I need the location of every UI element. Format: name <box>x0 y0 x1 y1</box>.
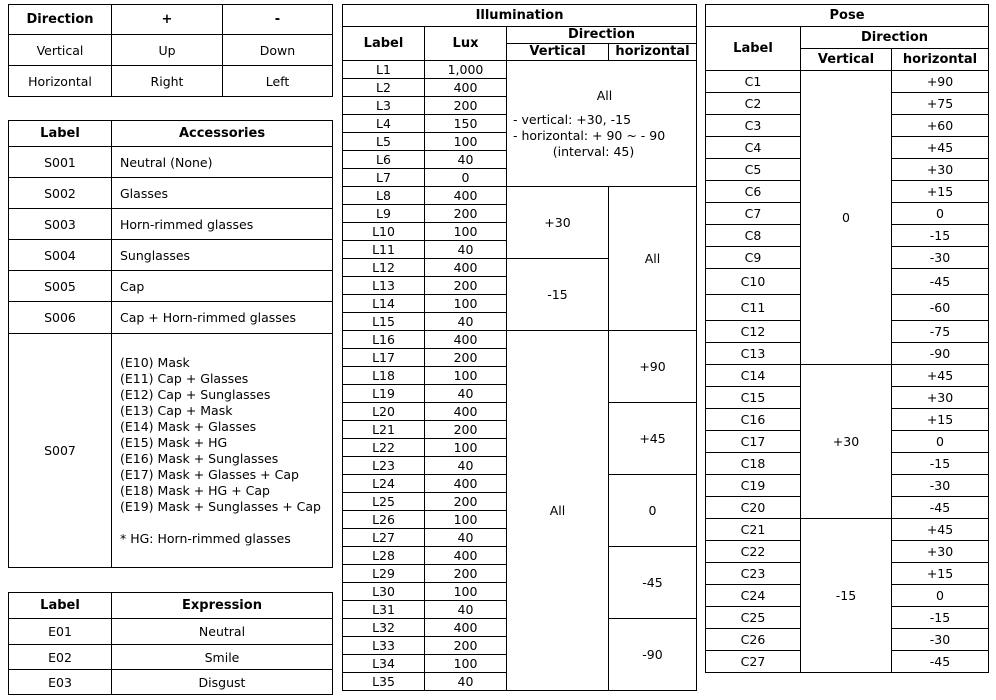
pose-horizontal: -30 <box>892 247 989 269</box>
illumination-direction-note: - vertical: +30, -15 - horizontal: + 90 ~ - 90 (interval: 45) <box>513 111 666 159</box>
illumination-label: L31 <box>343 601 425 619</box>
expression-name: Disgust <box>112 670 333 695</box>
illumination-all-label: All <box>596 87 613 103</box>
illumination-label: L24 <box>343 475 425 493</box>
pose-label: C6 <box>706 181 801 203</box>
illumination-label: L30 <box>343 583 425 601</box>
illumination-label: L33 <box>343 637 425 655</box>
illumination-lux: 400 <box>425 331 507 349</box>
pose-title: Pose <box>706 5 989 27</box>
pose-rows <box>706 71 989 673</box>
direction-horizontal-label: Horizontal <box>9 66 112 97</box>
pose-label: C21 <box>706 519 801 541</box>
illumination-lux: 40 <box>425 457 507 475</box>
expression-label: E02 <box>9 645 112 670</box>
illumination-row <box>343 331 697 349</box>
pose-label: C11 <box>706 295 801 321</box>
direction-vertical-label: Vertical <box>9 35 112 66</box>
illumination-label: L21 <box>343 421 425 439</box>
pose-label: C14 <box>706 365 801 387</box>
pose-row <box>706 519 989 541</box>
illumination-horizontal-group: +45 <box>609 403 697 475</box>
illumination-label: L3 <box>343 97 425 115</box>
illumination-label: L8 <box>343 187 425 205</box>
illumination-lux: 100 <box>425 223 507 241</box>
illumination-lux: 100 <box>425 439 507 457</box>
illumination-horizontal-all: All <box>609 187 697 331</box>
illumination-horizontal-group: -45 <box>609 547 697 619</box>
direction-header: Direction <box>9 5 112 35</box>
pose-label: C19 <box>706 475 801 497</box>
pose-horizontal: -30 <box>892 475 989 497</box>
pose-label: C24 <box>706 585 801 607</box>
accessories-header: Accessories <box>112 121 333 147</box>
pose-horizontal: 0 <box>892 585 989 607</box>
illumination-lux: 400 <box>425 475 507 493</box>
illumination-lux: 40 <box>425 529 507 547</box>
illumination-lux: 40 <box>425 673 507 691</box>
illumination-lux: 200 <box>425 205 507 223</box>
illumination-lux: 1,000 <box>425 61 507 79</box>
pose-horizontal: +60 <box>892 115 989 137</box>
pose-label: C10 <box>706 269 801 295</box>
pose-table <box>705 4 989 673</box>
accessory-label: S003 <box>9 209 112 240</box>
expression-label: E01 <box>9 619 112 645</box>
illumination-label: L15 <box>343 313 425 331</box>
illumination-label-header: Label <box>343 27 425 61</box>
illumination-label: L26 <box>343 511 425 529</box>
accessory-label: S005 <box>9 271 112 302</box>
pose-horizontal: -45 <box>892 497 989 519</box>
illumination-label: L25 <box>343 493 425 511</box>
pose-label: C15 <box>706 387 801 409</box>
illumination-lux: 100 <box>425 367 507 385</box>
pose-horizontal: -90 <box>892 343 989 365</box>
accessory-name: Horn-rimmed glasses <box>112 209 333 240</box>
illumination-horizontal-group: -90 <box>609 619 697 691</box>
illumination-label: L35 <box>343 673 425 691</box>
accessory-label: S004 <box>9 240 112 271</box>
illumination-lux: 200 <box>425 277 507 295</box>
accessory-s007-label: S007 <box>9 334 112 568</box>
accessory-name: Sunglasses <box>112 240 333 271</box>
illumination-label: L6 <box>343 151 425 169</box>
accessories-table <box>8 120 333 568</box>
pose-horizontal: +45 <box>892 137 989 159</box>
pose-horizontal: -45 <box>892 651 989 673</box>
pose-horizontal: -15 <box>892 607 989 629</box>
expression-name: Neutral <box>112 619 333 645</box>
pose-label: C27 <box>706 651 801 673</box>
expression-name: Smile <box>112 645 333 670</box>
illumination-label: L10 <box>343 223 425 241</box>
illumination-label: L32 <box>343 619 425 637</box>
illumination-label: L19 <box>343 385 425 403</box>
direction-vertical-minus: Down <box>223 35 333 66</box>
illumination-label: L12 <box>343 259 425 277</box>
illumination-label: L20 <box>343 403 425 421</box>
pose-label: C1 <box>706 71 801 93</box>
accessory-label: S002 <box>9 178 112 209</box>
illumination-lux: 200 <box>425 349 507 367</box>
illumination-horizontal-group: 0 <box>609 475 697 547</box>
illumination-lux: 200 <box>425 97 507 115</box>
expression-header: Expression <box>112 593 333 619</box>
illumination-horizontal-group: +90 <box>609 331 697 403</box>
pose-label: C4 <box>706 137 801 159</box>
illumination-label: L18 <box>343 367 425 385</box>
illumination-row <box>343 61 697 79</box>
minus-header: - <box>223 5 333 35</box>
pose-label: C23 <box>706 563 801 585</box>
pose-horizontal: +15 <box>892 409 989 431</box>
illumination-lux: 100 <box>425 583 507 601</box>
direction-horizontal-plus: Right <box>112 66 223 97</box>
direction-horizontal-minus: Left <box>223 66 333 97</box>
illumination-label: L22 <box>343 439 425 457</box>
pose-label: C25 <box>706 607 801 629</box>
illumination-lux: 400 <box>425 259 507 277</box>
illumination-lux: 400 <box>425 403 507 421</box>
illumination-label: L17 <box>343 349 425 367</box>
expression-label: E03 <box>9 670 112 695</box>
illumination-label: L11 <box>343 241 425 259</box>
illumination-lux: 0 <box>425 169 507 187</box>
pose-label: C9 <box>706 247 801 269</box>
accessory-name: Neutral (None) <box>112 147 333 178</box>
accessories-label-header: Label <box>9 121 112 147</box>
illumination-row <box>343 187 697 205</box>
illumination-label: L16 <box>343 331 425 349</box>
illumination-lux: 400 <box>425 79 507 97</box>
illumination-lux: 40 <box>425 601 507 619</box>
illumination-all-directions <box>507 61 697 187</box>
pose-label: C3 <box>706 115 801 137</box>
illumination-label: L34 <box>343 655 425 673</box>
illumination-vertical-header: Vertical <box>507 44 609 61</box>
illumination-lux: 100 <box>425 655 507 673</box>
illumination-vertical-minus15: -15 <box>507 259 609 331</box>
illumination-horizontal-header: horizontal <box>609 44 697 61</box>
pose-horizontal: +30 <box>892 541 989 563</box>
pose-horizontal: +75 <box>892 93 989 115</box>
accessory-name: Glasses <box>112 178 333 209</box>
direction-table <box>8 4 333 97</box>
pose-horizontal: +30 <box>892 387 989 409</box>
pose-horizontal: +15 <box>892 563 989 585</box>
pose-horizontal-header: horizontal <box>892 49 989 71</box>
illumination-lux: 100 <box>425 295 507 313</box>
pose-row <box>706 365 989 387</box>
pose-label: C20 <box>706 497 801 519</box>
illumination-lux: 40 <box>425 151 507 169</box>
illumination-vertical-plus30: +30 <box>507 187 609 259</box>
pose-vertical-group: +30 <box>801 365 892 519</box>
illumination-lux: 200 <box>425 637 507 655</box>
illumination-lux: 200 <box>425 565 507 583</box>
pose-horizontal: +30 <box>892 159 989 181</box>
plus-header: + <box>112 5 223 35</box>
pose-label: C22 <box>706 541 801 563</box>
pose-horizontal: +45 <box>892 519 989 541</box>
accessory-name: Cap + Horn-rimmed glasses <box>112 302 333 334</box>
illumination-lux: 40 <box>425 313 507 331</box>
pose-horizontal: 0 <box>892 203 989 225</box>
pose-label: C26 <box>706 629 801 651</box>
pose-horizontal: +15 <box>892 181 989 203</box>
illumination-lux: 400 <box>425 547 507 565</box>
pose-label-header: Label <box>706 27 801 71</box>
illumination-lux: 400 <box>425 619 507 637</box>
pose-horizontal: +90 <box>892 71 989 93</box>
accessory-label: S001 <box>9 147 112 178</box>
pose-label: C5 <box>706 159 801 181</box>
pose-vertical-group: -15 <box>801 519 892 673</box>
expression-table <box>8 592 333 695</box>
pose-direction-header: Direction <box>801 27 989 49</box>
illumination-direction-header: Direction <box>507 27 697 44</box>
illumination-label: L1 <box>343 61 425 79</box>
pose-label: C2 <box>706 93 801 115</box>
illumination-label: L27 <box>343 529 425 547</box>
illumination-label: L2 <box>343 79 425 97</box>
pose-vertical-header: Vertical <box>801 49 892 71</box>
illumination-table <box>342 4 697 691</box>
pose-horizontal: +45 <box>892 365 989 387</box>
pose-horizontal: -15 <box>892 225 989 247</box>
illumination-lux: 100 <box>425 511 507 529</box>
pose-label: C18 <box>706 453 801 475</box>
illumination-label: L9 <box>343 205 425 223</box>
pose-vertical-group: 0 <box>801 71 892 365</box>
illumination-lux: 200 <box>425 421 507 439</box>
illumination-label: L13 <box>343 277 425 295</box>
expression-label-header: Label <box>9 593 112 619</box>
pose-label: C12 <box>706 321 801 343</box>
illumination-rows <box>343 61 697 691</box>
direction-vertical-plus: Up <box>112 35 223 66</box>
illumination-label: L28 <box>343 547 425 565</box>
accessory-name: Cap <box>112 271 333 302</box>
pose-row <box>706 71 989 93</box>
illumination-label: L5 <box>343 133 425 151</box>
illumination-lux: 400 <box>425 187 507 205</box>
pose-label: C8 <box>706 225 801 247</box>
accessory-s007-items: (E10) Mask (E11) Cap + Glasses (E12) Cap + Sunglasses (E13) Cap + Mask (E14) Mask + Glasses (E15) Mask + HG (E16) Mask + Sunglasses (E17) Mask + Glasses + Cap (E18) Mask + HG + Cap (E19) Mask + Sunglasses + Cap * HG: Horn-rimmed glasses <box>112 334 333 568</box>
illumination-lux-header: Lux <box>425 27 507 61</box>
pose-label: C16 <box>706 409 801 431</box>
illumination-lux: 200 <box>425 493 507 511</box>
illumination-vertical-all: All <box>507 331 609 691</box>
pose-horizontal: 0 <box>892 431 989 453</box>
illumination-label: L29 <box>343 565 425 583</box>
pose-horizontal: -15 <box>892 453 989 475</box>
illumination-lux: 150 <box>425 115 507 133</box>
pose-label: C13 <box>706 343 801 365</box>
pose-label: C17 <box>706 431 801 453</box>
illumination-label: L14 <box>343 295 425 313</box>
accessory-label: S006 <box>9 302 112 334</box>
pose-horizontal: -30 <box>892 629 989 651</box>
illumination-lux: 100 <box>425 133 507 151</box>
illumination-lux: 40 <box>425 385 507 403</box>
illumination-label: L23 <box>343 457 425 475</box>
pose-horizontal: -60 <box>892 295 989 321</box>
illumination-label: L7 <box>343 169 425 187</box>
illumination-lux: 40 <box>425 241 507 259</box>
pose-label: C7 <box>706 203 801 225</box>
pose-horizontal: -45 <box>892 269 989 295</box>
illumination-label: L4 <box>343 115 425 133</box>
illumination-title: Illumination <box>343 5 697 27</box>
pose-horizontal: -75 <box>892 321 989 343</box>
